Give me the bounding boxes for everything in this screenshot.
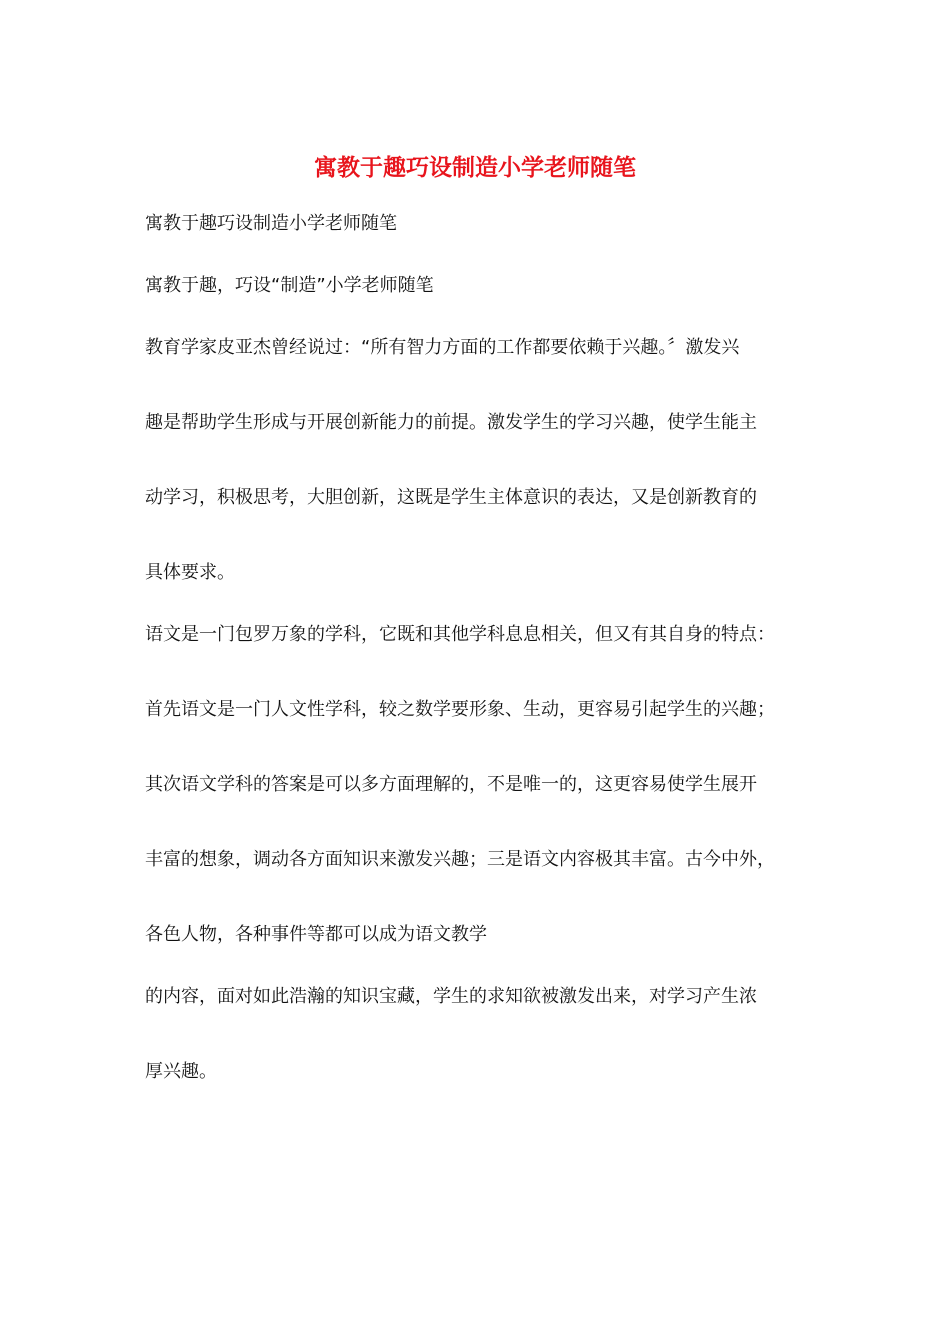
paragraph-line: 的内容，面对如此浩瀚的知识宝藏，学生的求知欲被激发出来，对学习产生浓 (145, 986, 757, 1007)
subtitle-line: 寓教于趣巧设制造小学老师随笔 (145, 213, 397, 234)
paragraph-line: 首先语文是一门人文性学科，较之数学要形象、生动，更容易引起学生的兴趣； (145, 699, 775, 720)
paragraph-line: 其次语文学科的答案是可以多方面理解的，不是唯一的，这更容易使学生展开 (145, 774, 757, 795)
subtitle-line: 寓教于趣，巧设“制造”小学老师随笔 (145, 275, 434, 296)
paragraph-line: 各色人物，各种事件等都可以成为语文教学 (145, 924, 487, 945)
paragraph-line: 具体要求。 (145, 562, 235, 583)
document-title: 寓教于趣巧设制造小学老师随笔 (314, 154, 636, 181)
paragraph-line: 动学习，积极思考，大胆创新，这既是学生主体意识的表达，又是创新教育的 (145, 487, 757, 508)
paragraph-line: 趣是帮助学生形成与开展创新能力的前提。激发学生的学习兴趣，使学生能主 (145, 412, 757, 433)
paragraph-line: 语文是一门包罗万象的学科，它既和其他学科息息相关，但又有其自身的特点： (145, 624, 775, 645)
paragraph-line: 厚兴趣。 (145, 1061, 217, 1082)
paragraph-line: 丰富的想象，调动各方面知识来激发兴趣；三是语文内容极其丰富。古今中外， (145, 849, 775, 870)
paragraph-line: 教育学家皮亚杰曾经说过：“所有智力方面的工作都要依赖于兴趣。〞激发兴 (145, 337, 740, 358)
